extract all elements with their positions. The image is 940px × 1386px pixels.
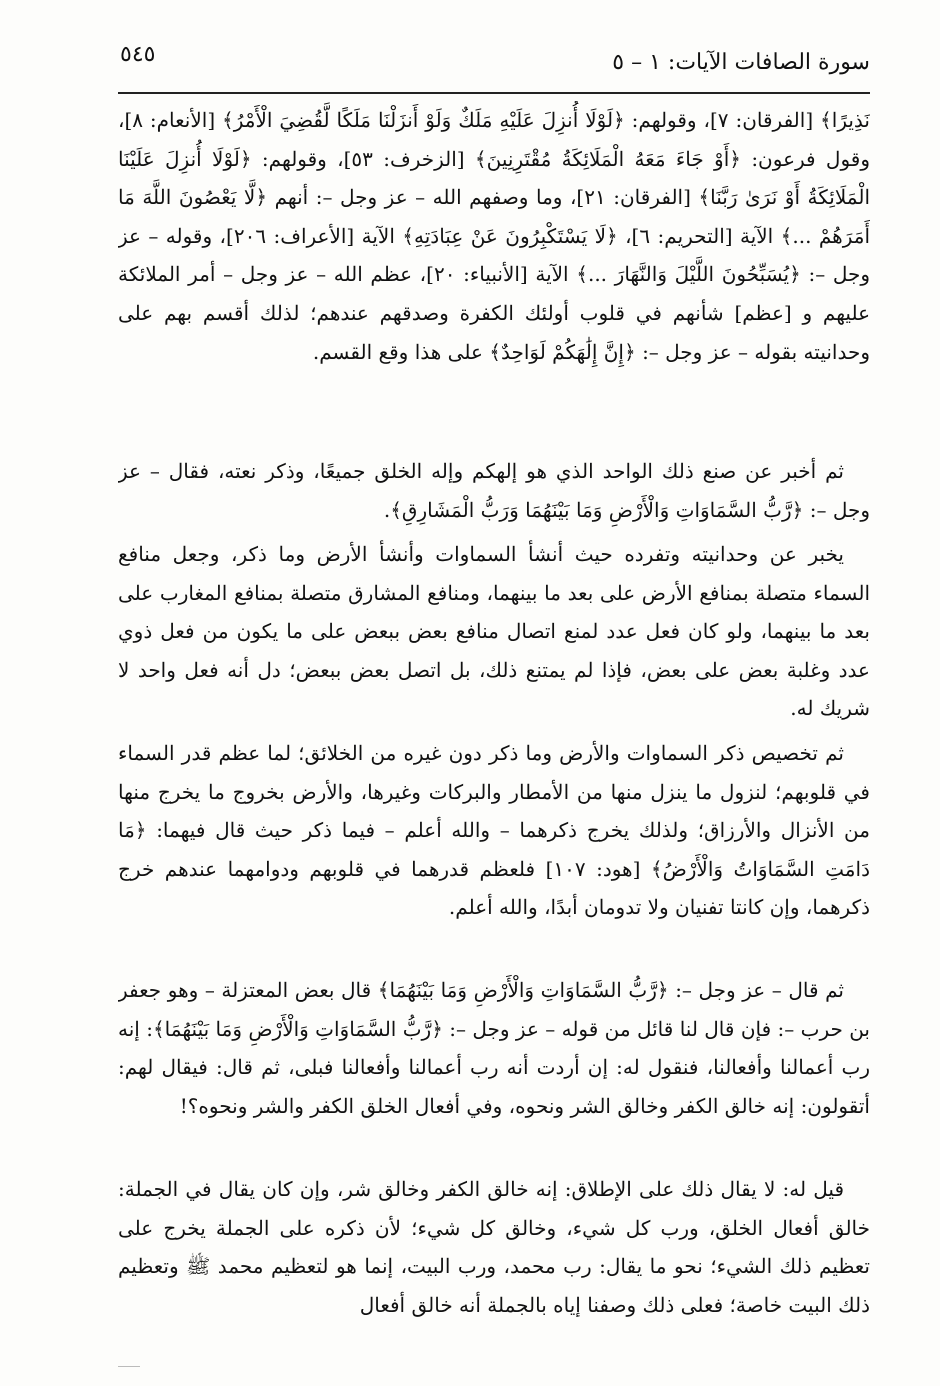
paragraph-4: ثم تخصيص ذكر السماوات والأرض وما ذكر دون غيره من الخلائق؛ لما عظم قدر السماء في قلوبهم؛ لنزول ما ينزل منها من الأمطار والبركات وغيرها، والأرض بخروج ما يخرج منها من الأنزال والأرزاق؛ ولذلك يخرج ذكرهما – والله أعلم – فيما ذكر حيث قال فيهما: ﴿مَا دَامَتِ السَّمَاوَاتُ وَالْأَرْضُ﴾ [هود: ١٠٧] فلعظم قدرهما في قلوبهم ودوامهما عندهم خرج ذكرهما، وإن كانتا تفنيان ولا تدومان أبدًا، والله أعلم. bbox=[118, 741, 870, 920]
paragraph-3: يخبر عن وحدانيته وتفرده حيث أنشأ السماوات وأنشأ الأرض وما ذكر، وجعل منافع السماء متصلة بمنافع الأرض على بعد ما بينهما، ومنافع المشارق متصلة بمنافع المغارب على بعد ما بينهما، ولو كان فعل عدد لمنع اتصال منافع بعض ببعض على ما يكون من فعل ذوي عدد وغلبة بعض على بعض، فإذا لم يمتنع ذلك، بل اتصل بعض ببعض؛ دل أنه فعل واحد لا شريك له. bbox=[118, 542, 870, 721]
header-divider bbox=[118, 92, 870, 94]
main-text bbox=[118, 101, 870, 1326]
running-head-title: سورة الصافات الآيات: ١ – ٥ bbox=[612, 50, 870, 75]
paragraph-1: نَذِيرًا﴾ [الفرقان: ٧]، وقولهم: ﴿لَوْلَا أُنزِلَ عَلَيْهِ مَلَكٌ وَلَوْ أَنزَلْنَا مَلَكًا لَّقُضِيَ الْأَمْرُ﴾ [الأنعام: ٨]، وقول فرعون: ﴿أَوْ جَاءَ مَعَهُ الْمَلَائِكَةُ مُقْتَرِنِينَ﴾ [الزخرف: ٥٣]، وقولهم: ﴿لَوْلَا أُنزِلَ عَلَيْنَا الْمَلَائِكَةُ أَوْ نَرَىٰ رَبَّنَا﴾ [الفرقان: ٢١]، وما وصفهم الله – عز وجل –: أنهم ﴿لَّا يَعْصُونَ اللَّهَ مَا أَمَرَهُمْ ...﴾ الآية [التحريم: ٦]، ﴿لَا يَسْتَكْبِرُونَ عَنْ عِبَادَتِهِ﴾ الآية [الأعراف: ٢٠٦]، وقوله – عز وجل –: ﴿يُسَبِّحُونَ اللَّيْلَ وَالنَّهَارَ ...﴾ الآية [الأنبياء: ٢٠]، عظم الله – عز وجل – أمر الملائكة عليهم و [عظم] شأنهم في قلوب أولئك الكفرة وصدقهم عندهم؛ لذلك أقسم بهم على وحدانيته بقوله – عز وجل –: ﴿إِنَّ إِلَٰهَكُمْ لَوَاحِدٌ﴾ على هذا وقع القسم. bbox=[118, 108, 870, 364]
scan-mark bbox=[118, 1366, 140, 1367]
page-header bbox=[118, 38, 870, 84]
paragraph-2: ثم أخبر عن صنع ذلك الواحد الذي هو إلهكم وإله الخلق جميعًا، وذكر نعته، فقال – عز وجل –: ﴿رَّبُّ السَّمَاوَاتِ وَالْأَرْضِ وَمَا بَيْنَهُمَا وَرَبُّ الْمَشَارِقِ﴾. bbox=[118, 459, 870, 522]
page-number: ٥٤٥ bbox=[120, 42, 156, 67]
paragraph-5: ثم قال – عز وجل –: ﴿رَّبُّ السَّمَاوَاتِ وَالْأَرْضِ وَمَا بَيْنَهُمَا﴾ قال بعض المعتزلة – وهو جعفر بن حرب –: فإن قال لنا قائل من قوله – عز وجل –: ﴿رَّبُّ السَّمَاوَاتِ وَالْأَرْضِ وَمَا بَيْنَهُمَا﴾: إنه رب أعمالنا وأفعالنا، فنقول له: إن أردت أنه رب أعمالنا وأفعالنا فبلى، ثم قال: فيقال لهم: أتقولون: إنه خالق الكفر وخالق الشر ونحوه، وفي أفعال الخلق الكفر والشر ونحوه؟! bbox=[118, 978, 870, 1118]
paragraph-6: قيل له: لا يقال ذلك على الإطلاق: إنه خالق الكفر وخالق شر، وإن كان يقال في الجملة: خالق أفعال الخلق، ورب كل شيء، وخالق كل شيء؛ لأن ذكره على الجملة يخرج على تعظيم ذلك الشيء؛ نحو ما يقال: رب محمد، ورب البيت، إنما هو لتعظيم محمد ﷺ وتعظيم ذلك البيت خاصة؛ فعلى ذلك وصفنا إياه بالجملة أنه خالق أفعال bbox=[118, 1177, 870, 1317]
